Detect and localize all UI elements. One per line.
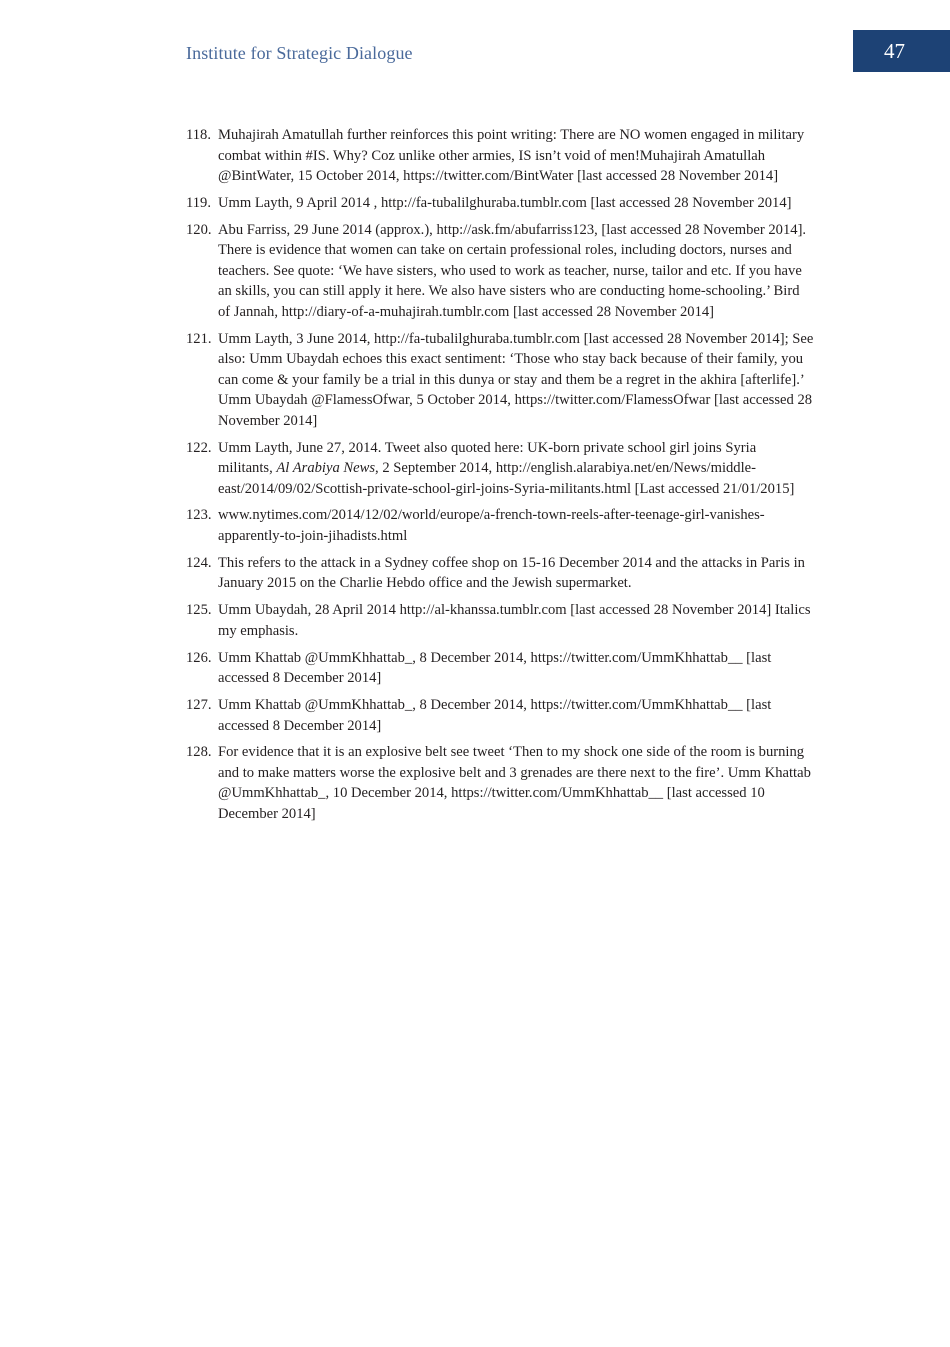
endnote-text <box>218 440 794 497</box>
endnote-text: Umm Layth, 9 April 2014 , http://fa-tubalilghuraba.tumblr.com [last accessed 28 November 2014] <box>218 194 792 211</box>
endnote-text: This refers to the attack in a Sydney coffee shop on 15-16 December 2014 and the attacks in Paris in January 2015 on the Charlie Hebdo office and the Jewish supermarket. <box>218 554 805 592</box>
endnote-text: www.nytimes.com/2014/12/02/world/europe/a-french-town-reels-after-teenage-girl-vanishes-apparently-to-join-jihadists.html <box>218 507 765 544</box>
endnote-text: Umm Khattab @UmmKhhattab_, 8 December 2014, https://twitter.com/UmmKhhattab__ [last accessed 8 December 2014] <box>218 697 772 734</box>
endnote-number: 126. <box>186 649 212 666</box>
endnote-127 <box>186 695 814 736</box>
endnote-number: 121. <box>186 330 212 347</box>
endnote-121 <box>186 329 814 432</box>
endnote-text-after: , 2 September 2014, http://english.alarabiya.net/en/News/middle-east/2014/09/02/Scottish-private-school-girl-joins-Syria-militants.html [Last accessed 21/01/2015] <box>218 460 795 497</box>
header-title: Institute for Strategic Dialogue <box>186 43 413 63</box>
endnote-120 <box>186 220 814 323</box>
endnote-number: 118. <box>186 127 211 143</box>
publication-title: Al Arabiya News <box>276 460 376 477</box>
endnote-number: 123. <box>186 507 212 524</box>
endnote-number: 127. <box>186 697 212 714</box>
endnote-128 <box>186 742 814 824</box>
endnote-text-before: Umm Layth, June 27, 2014. Tweet also quoted here: UK-born private school girl joins Syria militants, <box>218 439 757 477</box>
endnote-119 <box>186 193 814 214</box>
endnote-118 <box>186 125 814 187</box>
endnote-text: Umm Khattab @UmmKhhattab_, 8 December 2014, https://twitter.com/UmmKhhattab__ [last accessed 8 December 2014] <box>218 649 772 687</box>
endnote-text: For evidence that it is an explosive belt see tweet ‘Then to my shock one side of the room is burning and to make matters worse the explosive belt and 3 grenades are there next to the fire’. Umm Khattab @UmmKhhattab_, 10 December 2014, https://twitter.com/UmmKhhattab__ [last accessed 10 December 2014] <box>218 744 811 822</box>
endnote-125 <box>186 600 814 641</box>
endnote-text: Umm Ubaydah, 28 April 2014 http://al-khanssa.tumblr.com [last accessed 28 November 2014] Italics my emphasis. <box>218 602 811 639</box>
endnotes-list <box>186 125 814 831</box>
endnote-123 <box>186 505 814 546</box>
endnote-text: Abu Farriss, 29 June 2014 (approx.), http://ask.fm/abufarriss123, [last accessed 28 November 2014]. There is evidence that women can take on certain professional roles, including doctors, nurses and teachers. See quote: ‘We have sisters, who used to work as teacher, nurse, tailor and etc. If you have an skills, you can still apply it here. We also have sisters who are conducting home-schooling.’ Bird of Jannah, http://diary-of-a-muhajirah.tumblr.com [last accessed 28 November 2014] <box>218 221 807 320</box>
page-number: 47 <box>853 30 950 72</box>
endnote-number: 128. <box>186 744 212 761</box>
endnote-122 <box>186 438 814 500</box>
endnote-number: 122. <box>186 439 212 456</box>
endnote-text: Umm Layth, 3 June 2014, http://fa-tubalilghuraba.tumblr.com [last accessed 28 November 2014]; See also: Umm Ubaydah echoes this exact sentiment: ‘Those who stay back because of their family, you can come & your family be a trial in this dunya or stay and them be a regret in the akhira [afterlife].’ Umm Ubaydah @FlamessOfwar, 5 October 2014, https://twitter.com/FlamessOfwar [last accessed 28 November 2014] <box>218 330 814 429</box>
endnote-number: 124. <box>186 554 212 571</box>
endnote-124 <box>186 553 814 594</box>
endnote-number: 119. <box>186 194 211 211</box>
endnote-number: 120. <box>186 221 212 238</box>
endnote-126 <box>186 648 814 689</box>
endnote-text: Muhajirah Amatullah further reinforces this point writing: There are NO women engaged in military combat within #IS. Why? Coz unlike other armies, IS isn’t void of men!Muhajirah Amatullah @BintWater, 15 October 2014, https://twitter.com/BintWater [last accessed 28 November 2014] <box>218 127 805 184</box>
endnote-number: 125. <box>186 602 212 619</box>
